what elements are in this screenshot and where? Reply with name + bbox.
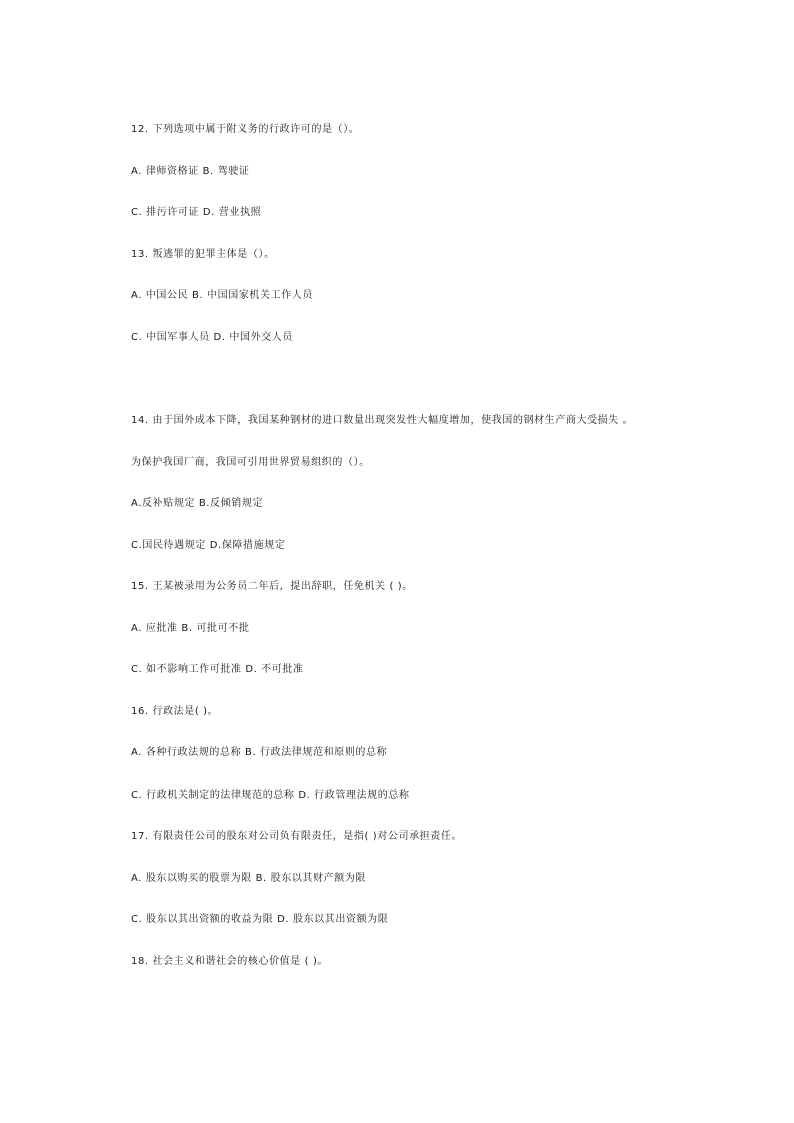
question-13-options-cd: C. 中国军事人员 D. 中国外交人员 [131,332,293,343]
question-14: 14. 由于国外成本下降，我国某种钢材的进口数量出现突发性大幅度增加，使我国的钢材生产商大受损失 。 [131,415,634,426]
question-14-options-cd: C.国民待遇规定 D.保障措施规定 [131,540,286,551]
question-14-continued: 为保护我国厂商，我国可引用世界贸易组织的（）。 [131,457,370,468]
question-13-options-ab: A. 中国公民 B. 中国国家机关工作人员 [131,290,314,301]
question-17-options-cd: C. 股东以其出资额的收益为限 D. 股东以其出资额为限 [131,914,389,925]
question-12-options-cd: C. 排污许可证 D. 营业执照 [131,207,262,218]
question-17-options-ab: A. 股东以购买的股票为限 B. 股东以其财产额为限 [131,873,367,884]
question-14-options-ab: A.反补贴规定 B.反倾销规定 [131,498,264,509]
question-15-options-cd: C. 如不影响工作可批准 D. 不可批准 [131,664,304,675]
question-18: 18. 社会主义和谐社会的核心价值是 ( )。 [131,956,329,967]
question-12-options-ab: A. 律师资格证 B. 驾驶证 [131,166,250,177]
question-16-options-cd: C. 行政机关制定的法律规范的总称 D. 行政管理法规的总称 [131,790,410,801]
question-12: 12. 下列选项中属于附义务的行政许可的是（）。 [131,124,360,135]
question-16: 16. 行政法是( )。 [131,706,219,717]
question-17: 17. 有限责任公司的股东对公司负有限责任，是指( )对公司承担责任。 [131,831,463,842]
question-13: 13. 叛逃罪的犯罪主体是（）。 [131,249,275,260]
question-15: 15. 王某被录用为公务员二年后，提出辞职，任免机关 ( )。 [131,581,413,592]
question-15-options-ab: A. 应批准 B. 可批可不批 [131,623,250,634]
question-16-options-ab: A. 各种行政法规的总称 B. 行政法律规范和原则的总称 [131,747,388,758]
